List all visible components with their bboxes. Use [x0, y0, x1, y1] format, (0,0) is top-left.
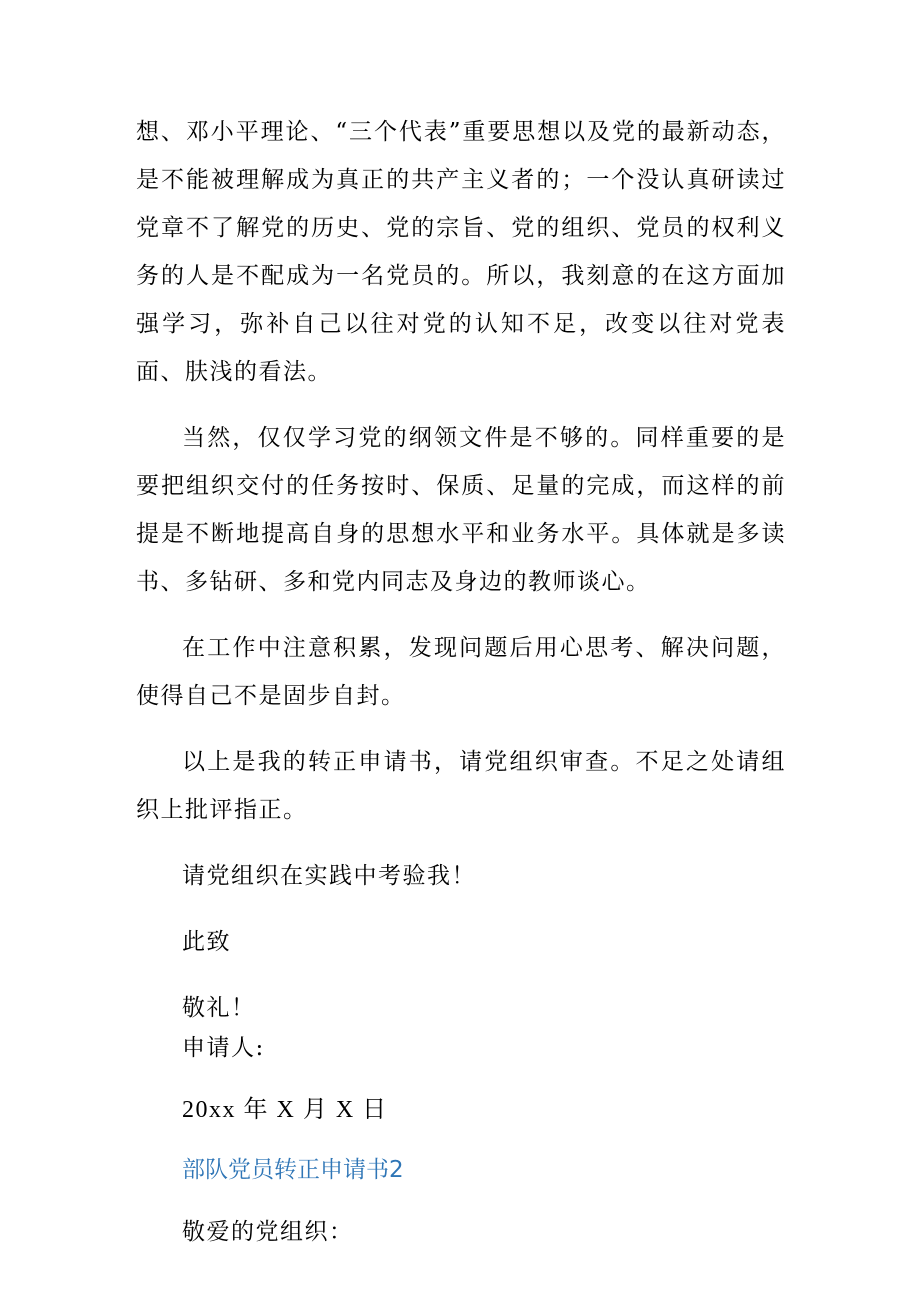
document-page	[136, 108, 786, 1256]
closing-salute: 敬礼！	[182, 995, 256, 1021]
application-date: 20xx 年 X 月 X 日	[182, 1097, 388, 1123]
section-title: 部队党员转正申请书2	[182, 1157, 404, 1183]
closing-exam: 请党组织在实践中考验我！	[182, 863, 476, 889]
applicant-label: 申请人:	[182, 1035, 265, 1061]
closing-to: 此致	[182, 929, 231, 955]
salutation: 敬爱的党组织：	[182, 1219, 354, 1245]
paragraph-2: 当然，仅仅学习党的纲领文件是不够的。同样重要的是要把组织交付的任务按时、保质、足量的完成，而这样的前提是不断地提高自身的思想水平和业务水平。具体就是多读书、多钻研、多和党内同志及身边的教师谈心。	[136, 425, 786, 595]
paragraph-4: 以上是我的转正申请书，请党组织审查。不足之处请组织上批评指正。	[136, 749, 786, 823]
paragraph-1: 想、邓小平理论、“三个代表”重要思想以及党的最新动态，是不能被理解成为真正的共产主义者的；一个没认真研读过党章不了解党的历史、党的宗旨、党的组织、党员的权利义务的人是不配成为一名党员的。所以，我刻意的在这方面加强学习，弥补自己以往对党的认知不足，改变以往对党表面、肤浅的看法。	[136, 119, 786, 385]
paragraph-3: 在工作中注意积累，发现问题后用心思考、解决问题，使得自己不是固步自封。	[136, 635, 786, 709]
